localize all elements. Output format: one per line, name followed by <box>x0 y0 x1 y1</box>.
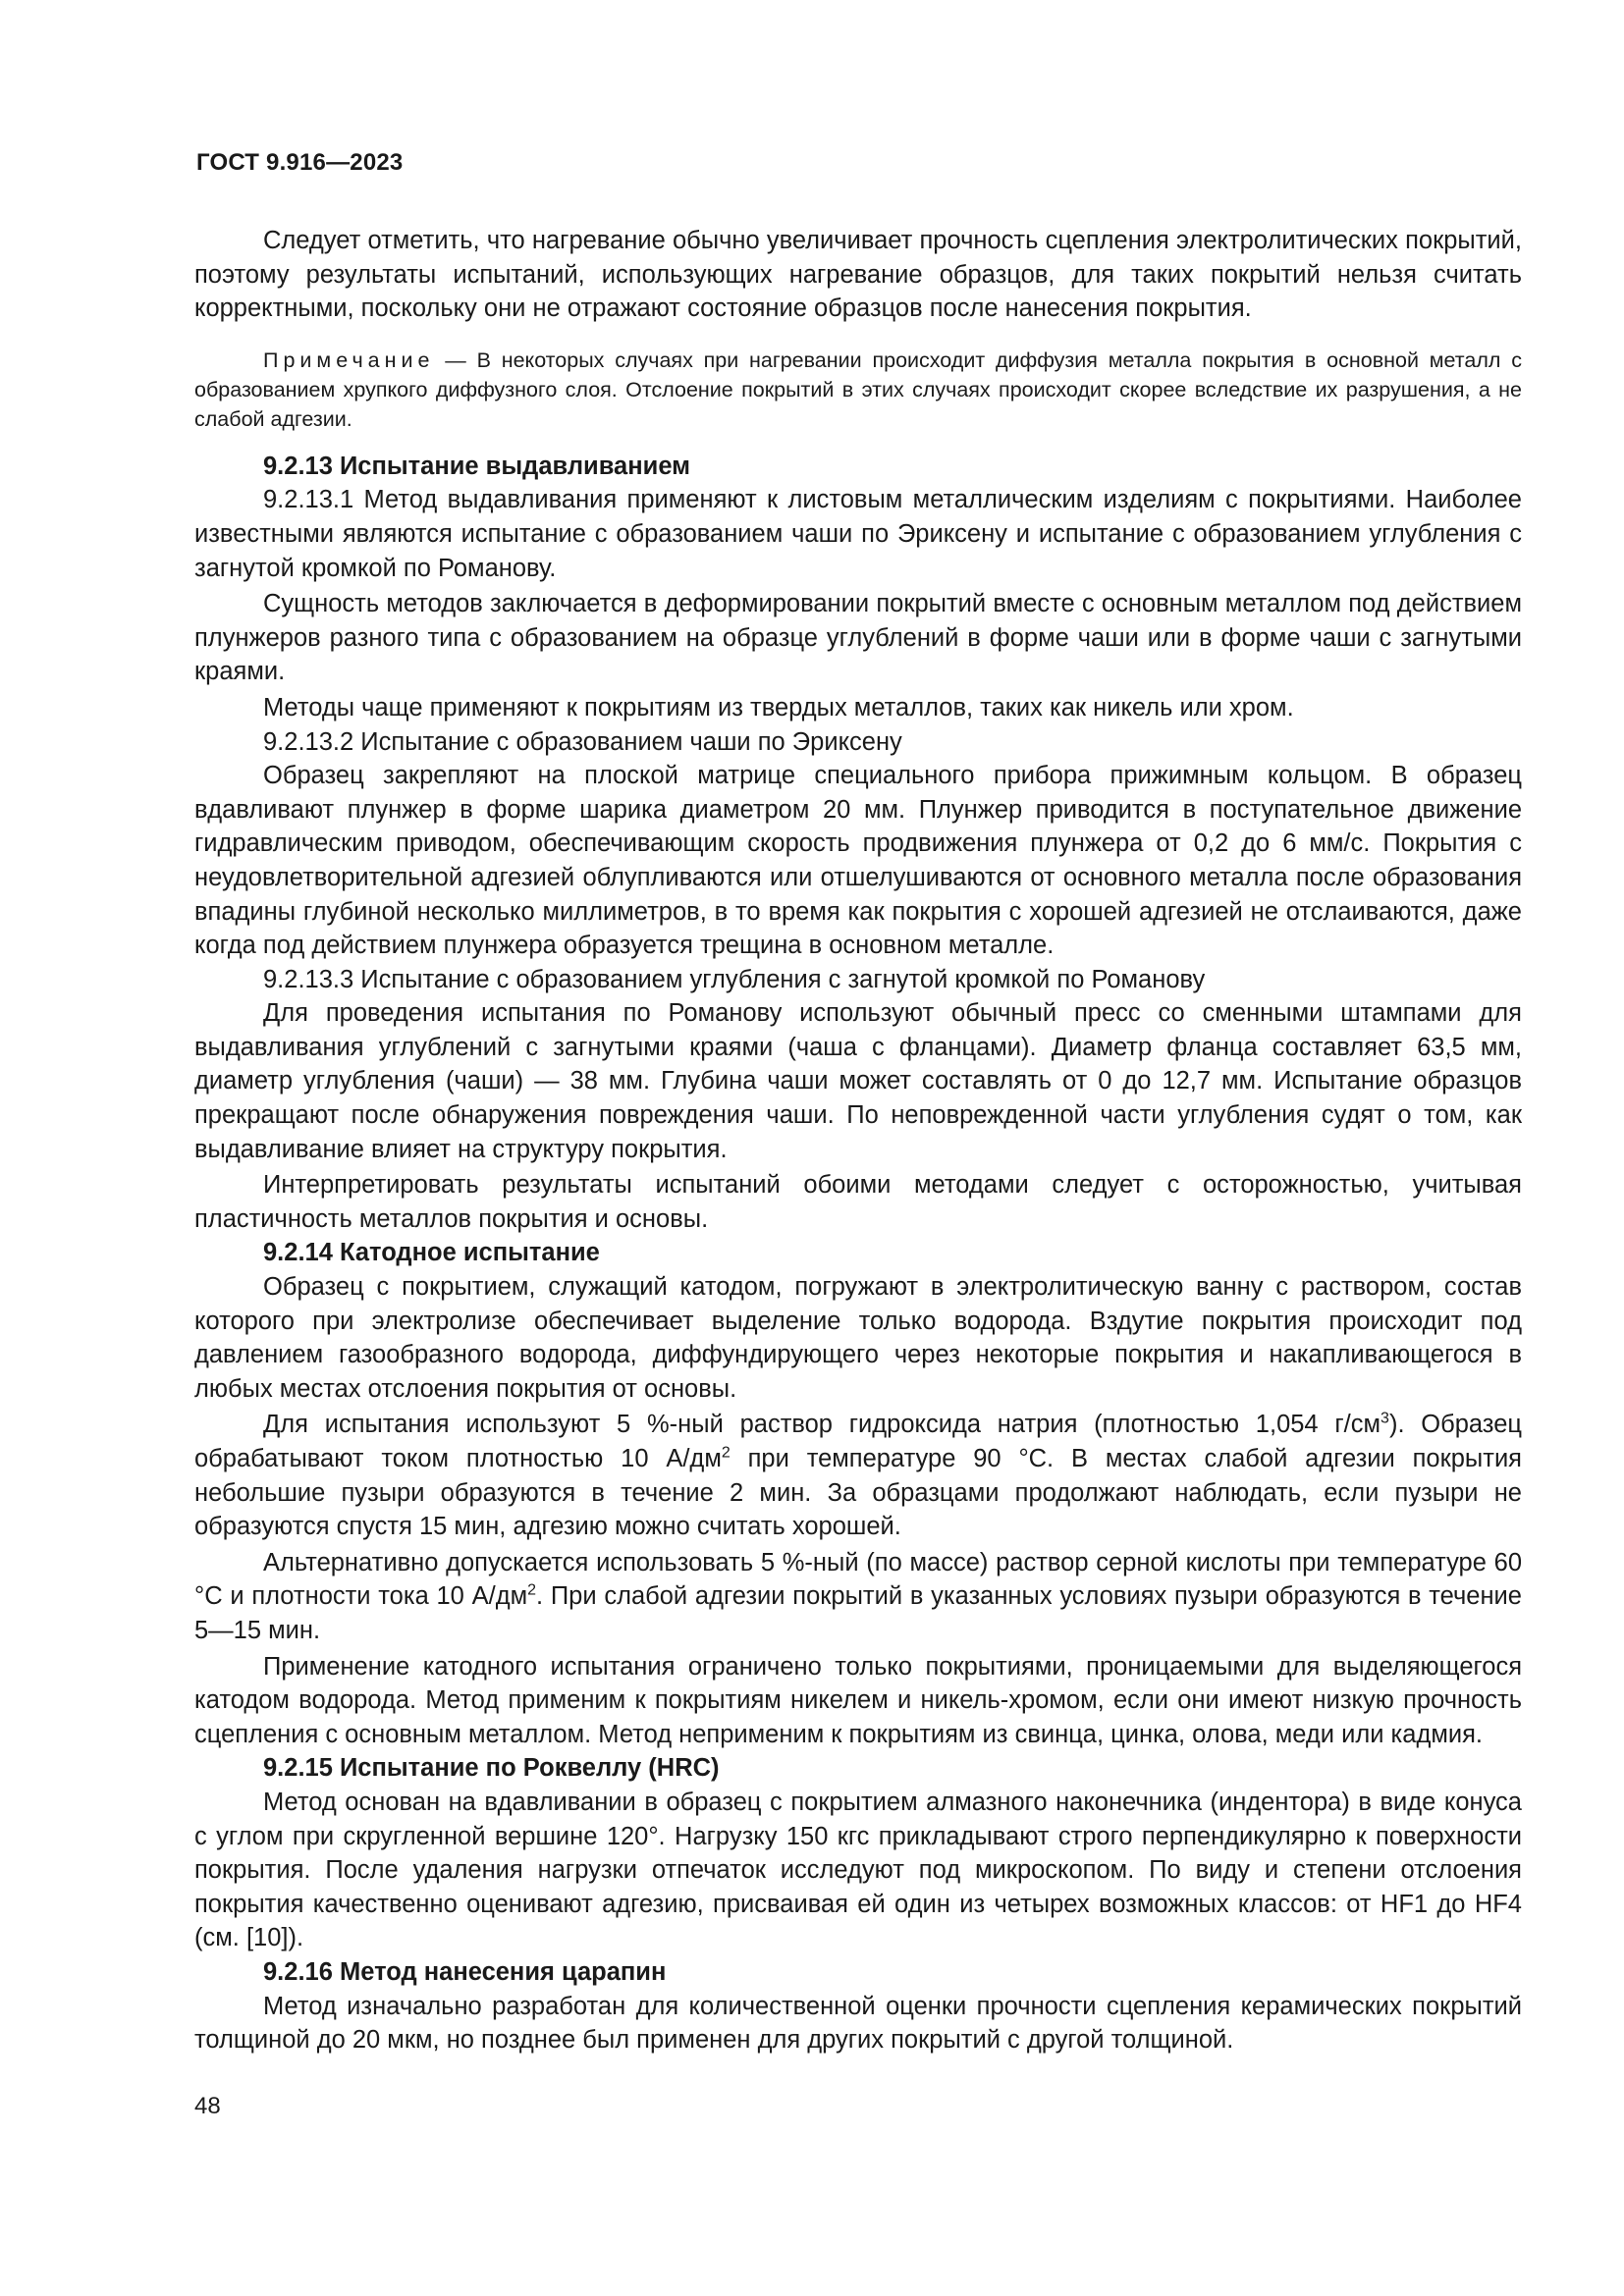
paragraph: 9.2.13.1 Метод выдавливания применяют к листовым металлическим изделиям с покрытиями. Наиболее известными являются испытание с образованием чаши по Эриксену и испытание с образованием углубления с загнутой кромкой по Романову. <box>194 486 1522 582</box>
superscript: 2 <box>721 1444 731 1462</box>
text-run: ). Образец обрабатывают током плотностью 10 А/дм <box>194 1411 1522 1472</box>
superscript: 3 <box>1380 1410 1389 1427</box>
paragraph <box>194 1546 1522 1648</box>
page-body <box>194 224 1522 2057</box>
text-run: при температуре 90 °С. В местах слабой адгезии покрытия небольшие пузыри образуются в течение 2 мин. За образцами продолжают наблюдать, если пузыри не образуются спустя 15 мин, адгезию можно считать хорошей. <box>194 1445 1522 1541</box>
section-heading-9-2-16: 9.2.16 Метод нанесения царапин <box>263 1957 667 1986</box>
text-run: Для испытания используют 5 %-ный раствор гидроксида натрия (плотностью 1,054 г/см <box>263 1411 1381 1439</box>
paragraph: Методы чаще применяют к покрытиям из твердых металлов, таких как никель или хром. <box>263 693 1294 721</box>
document-header: ГОСТ 9.916—2023 <box>196 149 404 176</box>
subsection-title: 9.2.13.2 Испытание с образованием чаши по Эриксену <box>263 727 902 756</box>
paragraph: Следует отметить, что нагревание обычно увеличивает прочность сцепления электролитических покрытий, поэтому результаты испытаний, использующих нагревание образцов, для таких покрытий нельзя считать корректными, поскольку они не отражают состояние образцов после нанесения покрытия. <box>194 227 1522 323</box>
paragraph <box>194 1408 1522 1543</box>
page-number: 48 <box>194 2093 221 2119</box>
paragraph: Сущность методов заключается в деформировании покрытий вместе с основным металлом под действием плунжеров разного типа с образованием на образце углублений в форме чаши или в форме чаши с загнутыми краями. <box>194 590 1522 686</box>
paragraph: Образец с покрытием, служащий катодом, погружают в электролитическую ванну с раствором, состав которого при электролизе обеспечивает выделение только водорода. Вздутие покрытия происходит под давлением газообразного водорода, диффундирующего через некоторые покрытия и накапливающегося в любых местах отслоения покрытия от основы. <box>194 1273 1522 1403</box>
note-label: Примечание <box>263 347 435 372</box>
text-run: . При слабой адгезии покрытий в указанных условиях пузыри образуются в течение 5—15 мин. <box>194 1582 1522 1644</box>
text-run: Альтернативно допускается использовать 5 %-ный (по массе) раствор серной кислоты при температуре 60 °С и плотности тока 10 А/дм <box>194 1548 1522 1611</box>
paragraph: Интерпретировать результаты испытаний обоими методами следует с осторожностью, учитывая пластичность металлов покрытия и основы. <box>194 1171 1522 1233</box>
subsection-title: 9.2.13.3 Испытание с образованием углубления с загнутой кромкой по Романову <box>263 965 1206 993</box>
note-text: — В некоторых случаях при нагревании происходит диффузия металла покрытия в основной металл с образованием хрупкого диффузного слоя. Отслоение покрытий в этих случаях происходит скорее вследствие их разрушения, а не слабой адгезии. <box>194 347 1522 431</box>
note <box>194 346 1522 434</box>
section-heading-9-2-14: 9.2.14 Катодное испытание <box>263 1239 600 1267</box>
paragraph: Метод основан на вдавливании в образец с покрытием алмазного наконечника (индентора) в виде конуса с углом при скругленной вершине 120°. Нагрузку 150 кгс прикладывают строго перпендикулярно к поверхности покрытия. После удаления нагрузки отпечаток исследуют под микроскопом. По виду и степени отслоения покрытия качественно оценивают адгезию, присваивая ей один из четырех возможных классов: от HF1 до HF4 (см. [10]). <box>194 1788 1522 1952</box>
paragraph: Для проведения испытания по Романову используют обычный пресс со сменными штампами для выдавливания углублений с загнутыми краями (чаша с фланцами). Диаметр фланца составляет 63,5 мм, диаметр углубления (чаши) — 38 мм. Глубина чаши может составлять от 0 до 12,7 мм. Испытание образцов прекращают после обнаружения повреждения чаши. По неповрежденной части углубления судят о том, как выдавливание влияет на структуру покрытия. <box>194 999 1522 1163</box>
paragraph: Метод изначально разработан для количественной оценки прочности сцепления керамических покрытий толщиной до 20 мкм, но позднее был применен для других покрытий с другой толщиной. <box>194 1992 1522 2055</box>
section-heading-9-2-15: 9.2.15 Испытание по Роквеллу (HRC) <box>263 1754 720 1783</box>
superscript: 2 <box>527 1581 537 1599</box>
section-heading-9-2-13: 9.2.13 Испытание выдавливанием <box>263 452 691 480</box>
paragraph: Применение катодного испытания ограничено только покрытиями, проницаемыми для выделяющегося катодом водорода. Метод применим к покрытиям никелем и никель-хромом, если они имеют низкую прочность сцепления с основным металлом. Метод неприменим к покрытиям из свинца, цинка, олова, меди или кадмия. <box>194 1652 1522 1748</box>
paragraph: Образец закрепляют на плоской матрице специального прибора прижимным кольцом. В образец вдавливают плунжер в форме шарика диаметром 20 мм. Плунжер приводится в поступательное движение гидравлическим приводом, обеспечивающим скорость продвижения плунжера от 0,2 до 6 мм/с. Покрытия с неудовлетворительной адгезией облупливаются или отшелушиваются от основного металла после образования впадины глубиной несколько миллиметров, в то время как покрытия с хорошей адгезией не отслаиваются, даже когда под действием плунжера образуется трещина в основном металле. <box>194 762 1522 960</box>
